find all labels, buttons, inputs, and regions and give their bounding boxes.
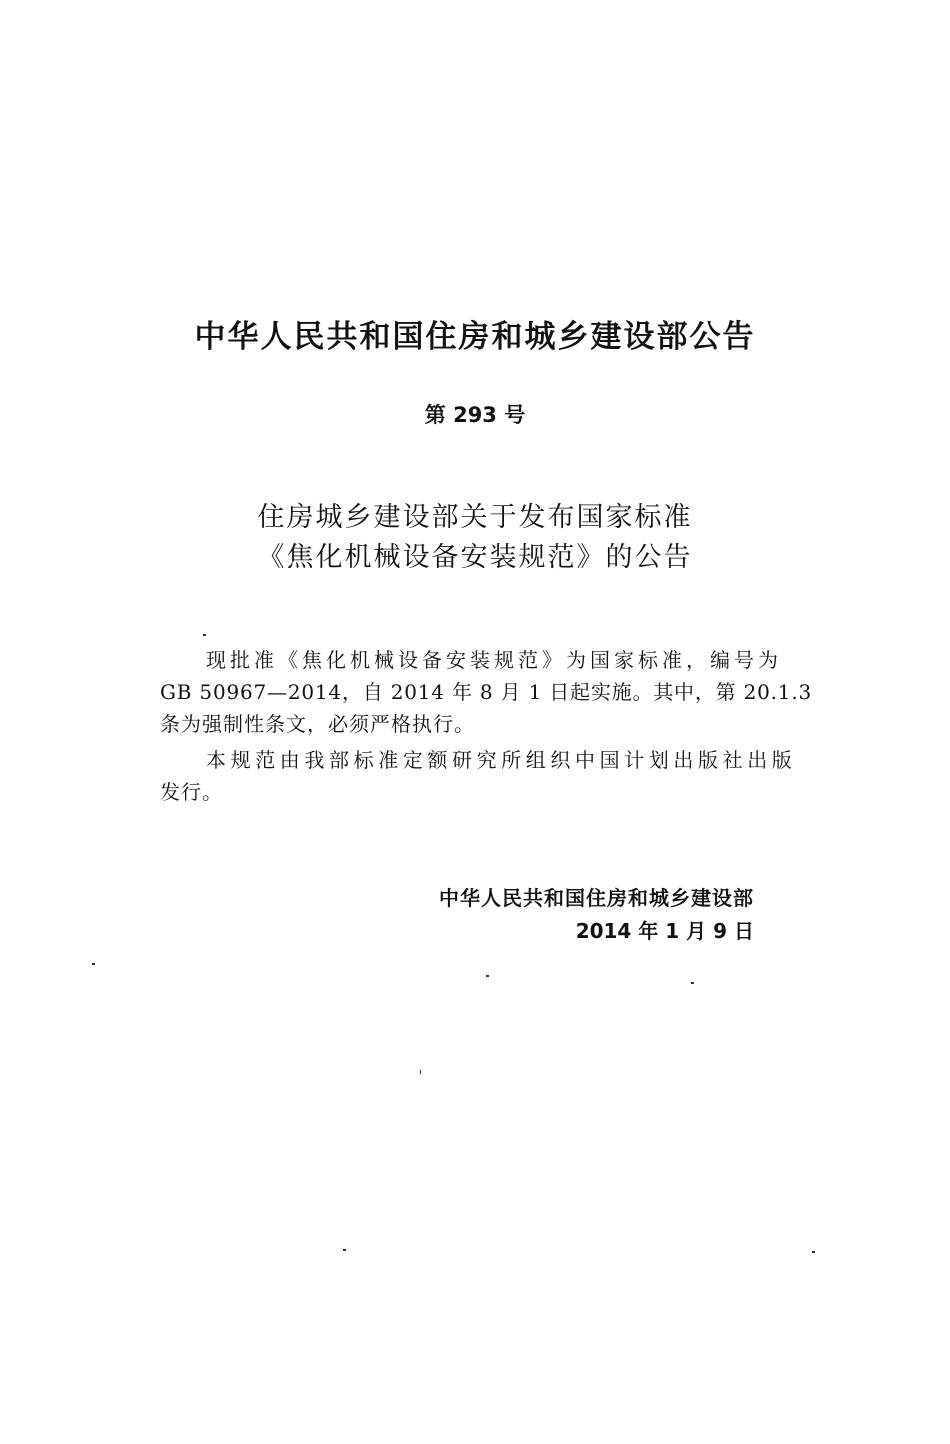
paragraph-1-line-3: 条为强制性条文，必须严格执行。 xyxy=(160,712,475,736)
subject-line-2: 《焦化机械设备安装规范》的公告 xyxy=(257,542,693,573)
scan-speck xyxy=(343,1249,346,1251)
scan-speck xyxy=(203,634,206,636)
paragraph-2-line-1: 本规范由我部标准定额研究所组织中国计划出版社出版 xyxy=(206,748,797,772)
signature-date: 2014 年 1 月 9 日 xyxy=(575,919,754,943)
paragraph-1-line-2: GB 50967—2014，自 2014 年 8 月 1 日起实施。其中，第 20.1.3 xyxy=(160,680,813,704)
issue-number: 第 293 号 xyxy=(424,403,526,427)
scan-speck xyxy=(420,1070,421,1074)
scan-speck xyxy=(691,982,694,984)
scan-speck xyxy=(486,975,489,977)
scan-speck xyxy=(92,963,95,965)
signature-organization: 中华人民共和国住房和城乡建设部 xyxy=(439,886,754,910)
paragraph-1-line-1: 现批准《焦化机械设备安装规范》为国家标准，编号为 xyxy=(206,648,782,672)
scan-speck xyxy=(812,1251,815,1253)
paragraph-2-line-2: 发行。 xyxy=(160,780,223,804)
subject-line-1: 住房城乡建设部关于发布国家标准 xyxy=(257,502,693,533)
bulletin-title: 中华人民共和国住房和城乡建设部公告 xyxy=(194,319,756,355)
